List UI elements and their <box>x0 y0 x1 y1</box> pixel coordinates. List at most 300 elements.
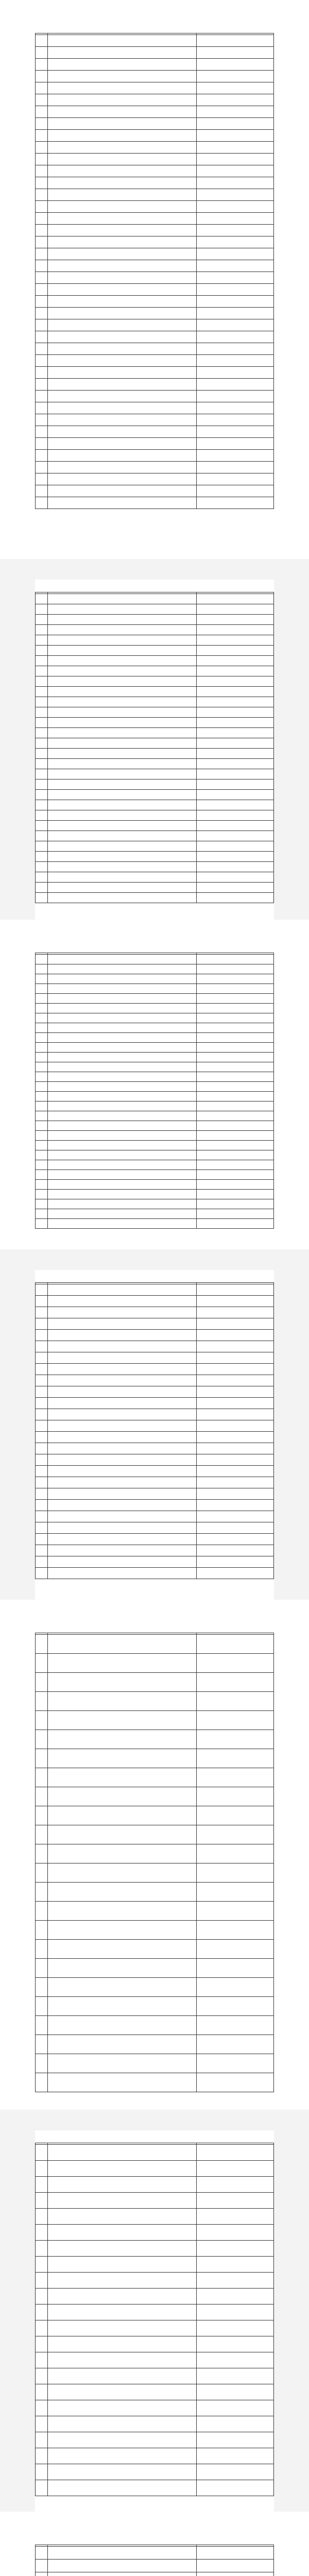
cell-basis <box>197 1825 274 1844</box>
cell-item <box>48 1806 197 1825</box>
table-row <box>36 485 274 497</box>
cell-basis <box>197 497 274 509</box>
table-row <box>36 1111 274 1121</box>
cell-item <box>48 1386 197 1398</box>
cell-basis <box>197 225 274 236</box>
cell-basis <box>197 414 274 426</box>
cell-basis <box>197 883 274 893</box>
document-page <box>0 1249 309 1600</box>
table-row <box>36 1296 274 1307</box>
table-row <box>36 1477 274 1488</box>
document-page <box>0 0 309 536</box>
cell-item <box>48 1844 197 1863</box>
cell-num <box>36 1150 48 1160</box>
cell-num <box>36 759 48 769</box>
cell-basis <box>197 1023 274 1033</box>
cell-basis <box>197 1160 274 1170</box>
cell-item <box>48 1673 197 1692</box>
cell-item <box>48 821 197 831</box>
cell-item <box>48 2073 197 2092</box>
cell-num <box>36 1787 48 1806</box>
cell-basis <box>197 2145 274 2161</box>
cell-item <box>48 964 197 974</box>
cell-num <box>36 1635 48 1654</box>
table-row <box>36 2073 274 2092</box>
cell-basis <box>197 1043 274 1053</box>
cell-item <box>48 1033 197 1043</box>
cell-item <box>48 718 197 728</box>
cell-num <box>36 391 48 402</box>
cell-num <box>36 71 48 82</box>
cell-basis <box>197 1180 274 1190</box>
cell-basis <box>197 1959 274 1978</box>
cell-basis <box>197 728 274 738</box>
cell-item <box>48 450 197 462</box>
cell-item <box>48 1062 197 1072</box>
cell-item <box>48 1111 197 1121</box>
cell-basis <box>197 248 274 260</box>
table-row <box>36 625 274 635</box>
cell-num <box>36 1364 48 1375</box>
cell-basis <box>197 1364 274 1375</box>
table-row <box>36 497 274 509</box>
cell-item <box>48 728 197 738</box>
cell-num <box>36 402 48 414</box>
table-row <box>36 1053 274 1062</box>
table-row <box>36 2161 274 2177</box>
page-sheet <box>35 21 274 536</box>
cell-basis <box>197 1654 274 1673</box>
cell-item <box>48 1711 197 1730</box>
table-row <box>36 1940 274 1959</box>
table-row <box>36 319 274 331</box>
cell-item <box>48 1978 197 1997</box>
cell-basis <box>197 308 274 319</box>
page-heading <box>35 2532 274 2540</box>
table-row <box>36 1062 274 1072</box>
table-row <box>36 236 274 248</box>
cell-num <box>36 308 48 319</box>
cell-num <box>36 225 48 236</box>
cell-num <box>36 1352 48 1364</box>
cell-item <box>48 47 197 59</box>
cell-item <box>48 2241 197 2257</box>
cell-num <box>36 1673 48 1692</box>
cell-basis <box>197 697 274 707</box>
cell-num <box>36 769 48 779</box>
table-row <box>36 697 274 707</box>
table-row <box>36 852 274 862</box>
cell-num <box>36 1522 48 1534</box>
cell-num <box>36 738 48 749</box>
cell-num <box>36 2464 48 2480</box>
cell-basis <box>197 2448 274 2464</box>
cell-item <box>48 1284 197 1296</box>
cell-basis <box>197 1806 274 1825</box>
table-row <box>36 189 274 201</box>
page-sheet <box>35 2130 274 2512</box>
table-row <box>36 810 274 821</box>
cell-basis <box>197 759 274 769</box>
cell-num <box>36 1432 48 1443</box>
cell-num <box>36 1730 48 1749</box>
cell-item <box>48 2289 197 2304</box>
cell-item <box>48 2547 197 2560</box>
cell-basis <box>197 1307 274 1318</box>
cell-basis <box>197 2352 274 2368</box>
cell-num <box>36 2225 48 2241</box>
document-page <box>0 2512 309 2576</box>
cell-item <box>48 35 197 47</box>
cell-basis <box>197 189 274 201</box>
table-row <box>36 1082 274 1092</box>
table-row <box>36 1023 274 1033</box>
cell-basis <box>197 1062 274 1072</box>
table-row <box>36 2368 274 2384</box>
cell-num <box>36 1013 48 1023</box>
cell-item <box>48 391 197 402</box>
cell-item <box>48 165 197 177</box>
cell-basis <box>197 718 274 728</box>
cell-item <box>48 800 197 810</box>
cell-basis <box>197 1341 274 1352</box>
cell-basis <box>197 1375 274 1386</box>
cell-item <box>48 955 197 964</box>
cell-item <box>48 473 197 485</box>
table-row <box>36 165 274 177</box>
table-row <box>36 225 274 236</box>
table-row <box>36 1844 274 1863</box>
cell-num <box>36 635 48 646</box>
cell-num <box>36 1318 48 1330</box>
cell-num <box>36 1072 48 1082</box>
cell-basis <box>197 1432 274 1443</box>
document-page <box>0 2110 309 2512</box>
cell-basis <box>197 852 274 862</box>
cell-item <box>48 666 197 676</box>
table-row <box>36 2016 274 2035</box>
table-row <box>36 2480 274 2496</box>
table-row <box>36 2304 274 2320</box>
cell-basis <box>197 1454 274 1466</box>
cell-basis <box>197 1013 274 1023</box>
cell-basis <box>197 2368 274 2384</box>
table-row <box>36 118 274 130</box>
cell-basis <box>197 615 274 625</box>
page-heading <box>35 2130 274 2139</box>
cell-basis <box>197 1568 274 1579</box>
cell-item <box>48 2384 197 2400</box>
cell-item <box>48 2257 197 2273</box>
cell-num <box>36 2177 48 2193</box>
cell-item <box>48 426 197 438</box>
cell-item <box>48 154 197 165</box>
cell-num <box>36 2073 48 2092</box>
cell-item <box>48 676 197 687</box>
cell-num <box>36 1160 48 1170</box>
cell-item <box>48 2416 197 2432</box>
table-row <box>36 106 274 118</box>
cell-basis <box>197 1902 274 1921</box>
table-row <box>36 2054 274 2073</box>
cell-num <box>36 59 48 71</box>
cell-num <box>36 47 48 59</box>
cell-item <box>48 308 197 319</box>
cell-num <box>36 142 48 154</box>
cell-basis <box>197 319 274 331</box>
cell-num <box>36 1883 48 1902</box>
cell-num <box>36 893 48 903</box>
cell-item <box>48 379 197 391</box>
cell-num <box>36 94 48 106</box>
cell-basis <box>197 2432 274 2448</box>
cell-item <box>48 2225 197 2241</box>
table-row <box>36 872 274 883</box>
cell-item <box>48 831 197 841</box>
table-row <box>36 1997 274 2016</box>
cell-num <box>36 1844 48 1863</box>
cell-item <box>48 594 197 604</box>
table-row <box>36 1150 274 1160</box>
cell-basis <box>197 1978 274 1997</box>
cell-basis <box>197 1398 274 1409</box>
cell-item <box>48 2304 197 2320</box>
page-sheet <box>35 580 274 920</box>
cell-num <box>36 2547 48 2560</box>
cell-num <box>36 284 48 296</box>
table-row <box>36 2448 274 2464</box>
cell-basis <box>197 635 274 646</box>
table-row <box>36 1654 274 1673</box>
cell-basis <box>197 1318 274 1330</box>
cell-num <box>36 779 48 790</box>
cell-item <box>48 1730 197 1749</box>
cell-item <box>48 177 197 189</box>
cell-basis <box>197 1730 274 1749</box>
table-row <box>36 955 274 964</box>
table-row <box>36 2560 274 2572</box>
cell-basis <box>197 984 274 994</box>
table-row <box>36 2464 274 2480</box>
cell-item <box>48 2161 197 2177</box>
cell-item <box>48 497 197 509</box>
cell-num <box>36 1330 48 1341</box>
cell-basis <box>197 1170 274 1180</box>
cell-basis <box>197 790 274 800</box>
table-row <box>36 142 274 154</box>
table-row <box>36 749 274 759</box>
cell-basis <box>197 1749 274 1768</box>
cell-num <box>36 1180 48 1190</box>
cell-num <box>36 2336 48 2352</box>
cell-item <box>48 402 197 414</box>
cell-num <box>36 841 48 852</box>
cell-num <box>36 2352 48 2368</box>
table-row <box>36 414 274 426</box>
checklist-table <box>35 33 274 509</box>
cell-item <box>48 759 197 769</box>
cell-num <box>36 2368 48 2384</box>
cell-basis <box>197 177 274 189</box>
cell-basis <box>197 331 274 343</box>
table-row <box>36 296 274 308</box>
table-row <box>36 883 274 893</box>
cell-num <box>36 1768 48 1787</box>
cell-item <box>48 1341 197 1352</box>
cell-item <box>48 1004 197 1013</box>
cell-item <box>48 841 197 852</box>
cell-basis <box>197 2384 274 2400</box>
cell-item <box>48 2560 197 2572</box>
cell-item <box>48 1635 197 1654</box>
table-row <box>36 984 274 994</box>
table-row <box>36 759 274 769</box>
table-row <box>36 1692 274 1711</box>
cell-num <box>36 1997 48 2016</box>
cell-item <box>48 1082 197 1092</box>
cell-num <box>36 1141 48 1150</box>
cell-item <box>48 1121 197 1131</box>
table-row <box>36 738 274 749</box>
cell-item <box>48 1787 197 1806</box>
cell-num <box>36 1488 48 1500</box>
cell-basis <box>197 604 274 615</box>
cell-basis <box>197 2336 274 2352</box>
cell-item <box>48 1545 197 1556</box>
cell-item <box>48 1568 197 1579</box>
cell-num <box>36 272 48 284</box>
cell-num <box>36 426 48 438</box>
table-row <box>36 1556 274 1568</box>
cell-num <box>36 1053 48 1062</box>
cell-item <box>48 1454 197 1466</box>
cell-num <box>36 984 48 994</box>
cell-basis <box>197 130 274 142</box>
table-row <box>36 1454 274 1466</box>
cell-basis <box>197 2035 274 2054</box>
table-row <box>36 1545 274 1556</box>
table-row <box>36 1420 274 1432</box>
cell-item <box>48 1432 197 1443</box>
cell-basis <box>197 272 274 284</box>
cell-num <box>36 800 48 810</box>
cell-basis <box>197 2225 274 2241</box>
table-row <box>36 1219 274 1229</box>
cell-num <box>36 201 48 213</box>
table-row <box>36 1488 274 1500</box>
cell-basis <box>197 1219 274 1229</box>
cell-basis <box>197 974 274 984</box>
cell-num <box>36 2572 48 2576</box>
table-row <box>36 2209 274 2225</box>
cell-item <box>48 852 197 862</box>
checklist-body <box>36 594 274 903</box>
table-row <box>36 1466 274 1477</box>
cell-item <box>48 142 197 154</box>
cell-num <box>36 260 48 272</box>
cell-item <box>48 2273 197 2289</box>
cell-num <box>36 1170 48 1180</box>
cell-basis <box>197 201 274 213</box>
cell-basis <box>197 1420 274 1432</box>
cell-item <box>48 1053 197 1062</box>
cell-item <box>48 2368 197 2384</box>
cell-basis <box>197 462 274 473</box>
cell-num <box>36 615 48 625</box>
cell-basis <box>197 1209 274 1219</box>
table-row <box>36 2273 274 2289</box>
cell-num <box>36 2448 48 2464</box>
cell-num <box>36 697 48 707</box>
table-row <box>36 800 274 810</box>
table-row <box>36 2241 274 2257</box>
cell-num <box>36 728 48 738</box>
table-row <box>36 1978 274 1997</box>
table-row <box>36 1341 274 1352</box>
cell-item <box>48 319 197 331</box>
cell-item <box>48 260 197 272</box>
cell-num <box>36 2193 48 2209</box>
cell-basis <box>197 2304 274 2320</box>
cell-item <box>48 2035 197 2054</box>
cell-item <box>48 1959 197 1978</box>
cell-item <box>48 1190 197 1199</box>
cell-basis <box>197 676 274 687</box>
cell-basis <box>197 1072 274 1082</box>
checklist-body <box>36 2547 274 2576</box>
cell-num <box>36 106 48 118</box>
cell-item <box>48 1352 197 1364</box>
cell-basis <box>197 1863 274 1883</box>
table-row <box>36 248 274 260</box>
cell-basis <box>197 473 274 485</box>
cell-basis <box>197 2241 274 2257</box>
cell-basis <box>197 213 274 225</box>
cell-num <box>36 2273 48 2289</box>
cell-basis <box>197 2209 274 2225</box>
cell-basis <box>197 1053 274 1062</box>
cell-item <box>48 1654 197 1673</box>
cell-basis <box>197 2289 274 2304</box>
cell-item <box>48 2177 197 2193</box>
cell-basis <box>197 1477 274 1488</box>
cell-basis <box>197 236 274 248</box>
cell-num <box>36 964 48 974</box>
table-row <box>36 2177 274 2193</box>
cell-item <box>48 738 197 749</box>
page-heading <box>35 940 274 948</box>
cell-item <box>48 106 197 118</box>
cell-basis <box>197 1131 274 1141</box>
cell-basis <box>197 1768 274 1787</box>
cell-num <box>36 438 48 450</box>
cell-item <box>48 1443 197 1454</box>
table-row <box>36 308 274 319</box>
table-row <box>36 59 274 71</box>
table-row <box>36 331 274 343</box>
cell-item <box>48 635 197 646</box>
cell-num <box>36 248 48 260</box>
cell-num <box>36 35 48 47</box>
cell-num <box>36 2400 48 2416</box>
page-heading <box>35 1620 274 1629</box>
cell-item <box>48 118 197 130</box>
table-row <box>36 2035 274 2054</box>
cell-basis <box>197 1101 274 1111</box>
table-row <box>36 1013 274 1023</box>
cell-item <box>48 1863 197 1883</box>
cell-basis <box>197 1284 274 1296</box>
